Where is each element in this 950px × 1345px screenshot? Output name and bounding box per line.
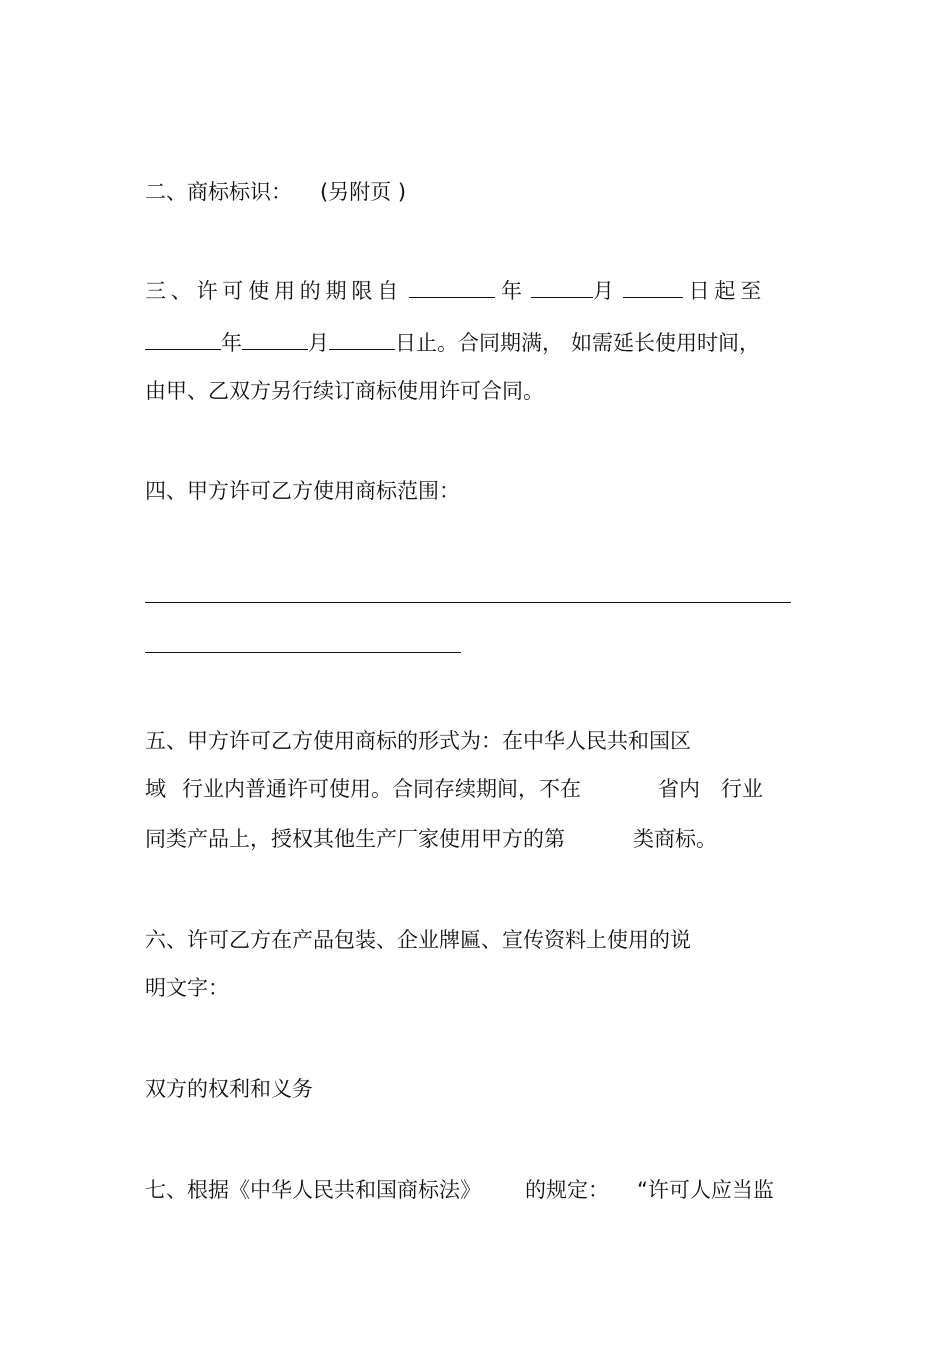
start-month-blank[interactable] bbox=[531, 277, 593, 298]
end-month-label: 月 bbox=[308, 331, 329, 355]
end-month-blank[interactable] bbox=[242, 329, 308, 350]
section-2-line bbox=[145, 178, 406, 206]
section-3-line-1 bbox=[145, 277, 766, 305]
section-4-label: 四、甲方许可乙方使用商标范围： bbox=[145, 479, 460, 503]
end-year-label: 年 bbox=[221, 331, 242, 355]
section-5-industry-text: 行业内普通许可使用。合同存续期间，不在 bbox=[182, 777, 581, 801]
section-2-note: (另附页 ) bbox=[320, 180, 407, 204]
section-7-quote: “许可人应当监 bbox=[637, 1178, 774, 1202]
scope-blank-line-1[interactable] bbox=[145, 602, 791, 603]
section-2-label: 二、商标标识： bbox=[145, 180, 292, 204]
section-3-line-2 bbox=[145, 329, 760, 357]
section-3-tail: 如需延长使用时间， bbox=[571, 331, 760, 355]
section-5-class-suffix: 类商标。 bbox=[633, 827, 717, 851]
section-5-region: 域 bbox=[145, 777, 166, 801]
section-5-line-3 bbox=[145, 825, 717, 853]
section-5-line-2 bbox=[145, 775, 763, 803]
start-year-blank[interactable] bbox=[409, 277, 495, 298]
section-5-industry: 行业 bbox=[721, 777, 763, 801]
rights-obligations-heading: 双方的权利和义务 bbox=[145, 1077, 313, 1101]
section-5-line-1: 五、甲方许可乙方使用商标的形式为：在中华人民共和国区 bbox=[145, 729, 691, 753]
end-day-blank[interactable] bbox=[329, 329, 395, 350]
start-year-label: 年 bbox=[501, 279, 527, 303]
section-5-class-text: 同类产品上，授权其他生产厂家使用甲方的第 bbox=[145, 827, 565, 851]
start-day-label: 日起至 bbox=[688, 279, 767, 303]
section-3-line-3: 由甲、乙双方另行续订商标使用许可合同。 bbox=[145, 379, 544, 403]
section-7-law: 七、根据《中华人民共和国商标法》 bbox=[145, 1178, 481, 1202]
section-5-province: 省内 bbox=[658, 777, 700, 801]
end-day-label: 日止。合同期满， bbox=[395, 331, 563, 355]
section-7-line-1 bbox=[145, 1176, 774, 1204]
start-day-blank[interactable] bbox=[623, 277, 683, 298]
scope-blank-line-2[interactable] bbox=[145, 652, 461, 653]
section-6-line-1: 六、许可乙方在产品包装、企业牌匾、宣传资料上使用的说 bbox=[145, 928, 691, 952]
end-year-blank[interactable] bbox=[145, 329, 221, 350]
section-6-line-2: 明文字： bbox=[145, 976, 229, 1000]
start-month-label: 月 bbox=[592, 279, 619, 303]
section-3-prefix: 三、许可使用的期限自 bbox=[145, 279, 403, 303]
section-7-provision: 的规定： bbox=[525, 1178, 609, 1202]
